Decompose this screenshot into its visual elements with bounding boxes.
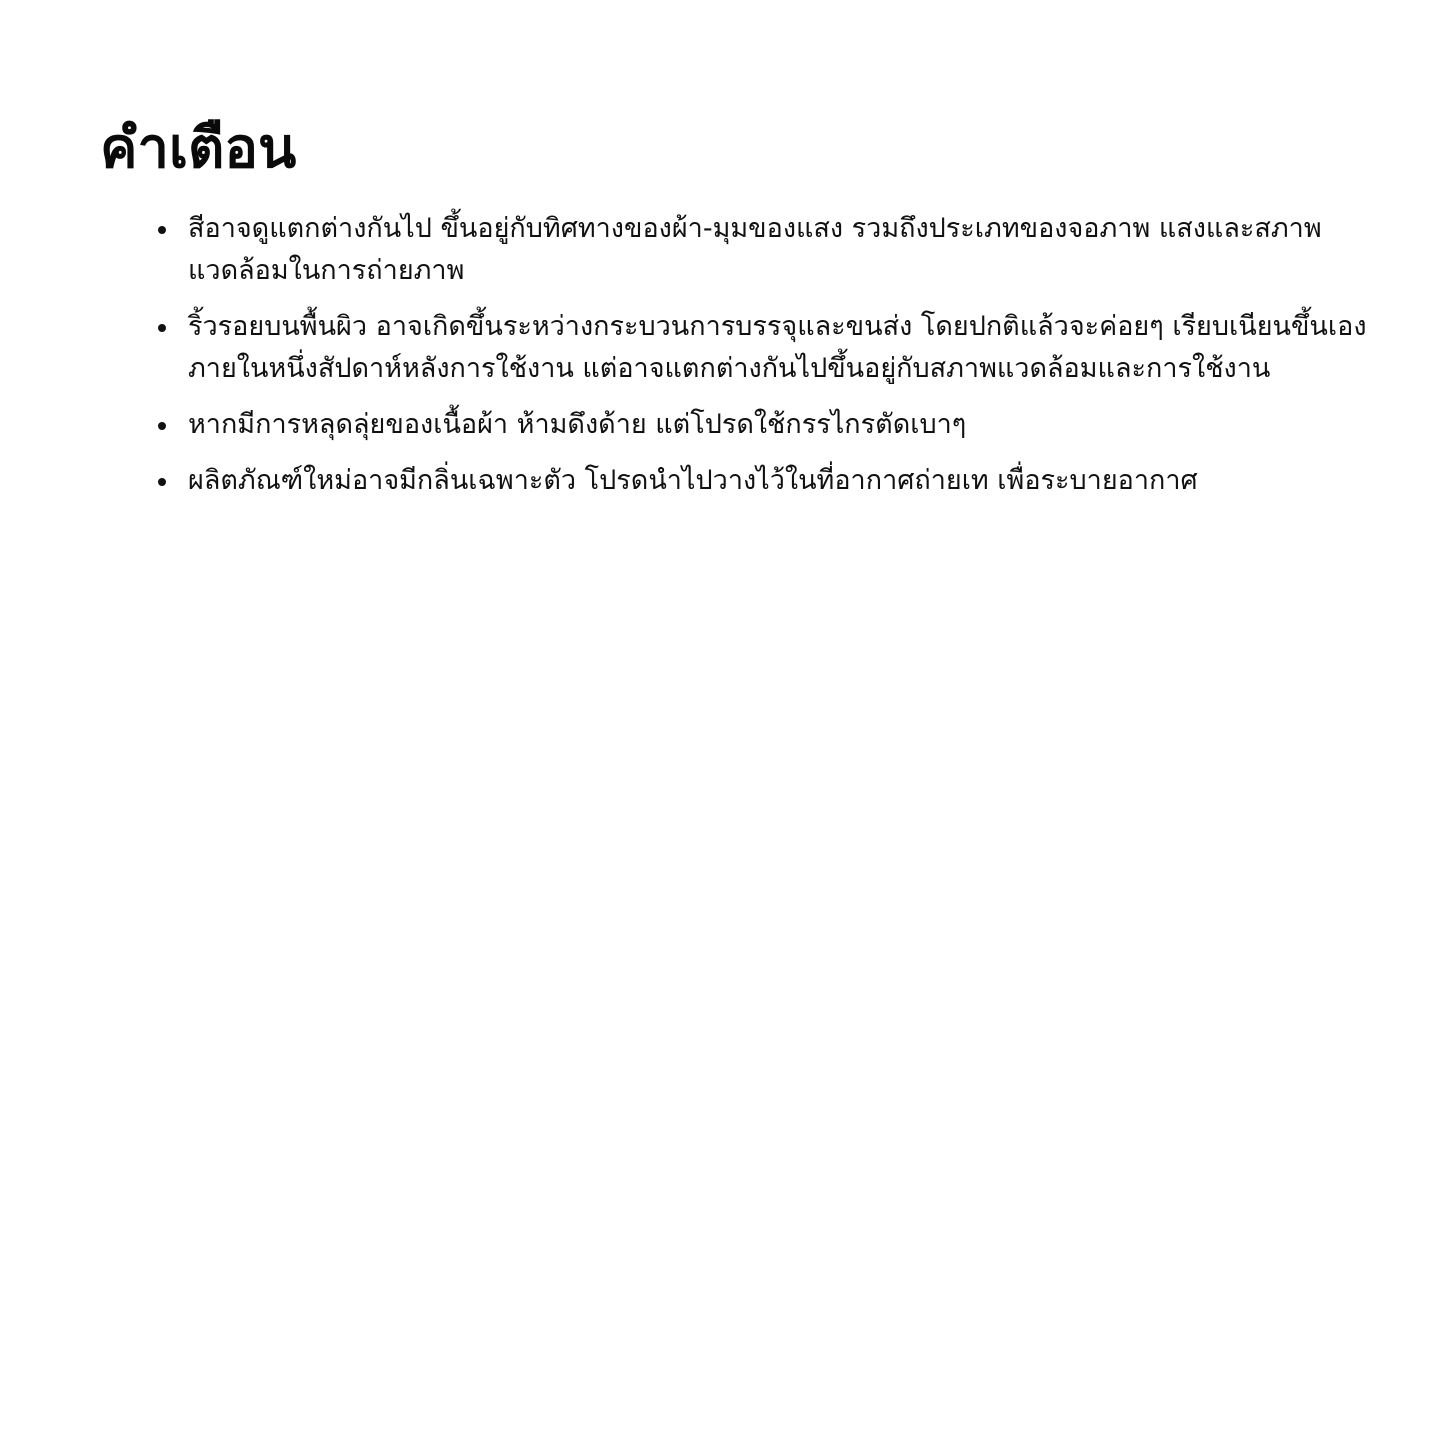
page-title: คำเตือน	[100, 116, 297, 181]
list-item	[188, 460, 1400, 502]
bullet-icon	[158, 478, 166, 486]
warning-list	[100, 208, 1400, 502]
warning-section	[100, 112, 1400, 516]
bullet-icon	[158, 324, 166, 332]
warning-text: ริ้วรอยบนพื้นผิว อาจเกิดขึ้นระหว่างกระบวนการบรรจุและขนส่ง โดยปกติแล้วจะค่อยๆ เรียบเนียนขึ้นเองภายในหนึ่งสัปดาห์หลังการใช้งาน แต่อาจแตกต่างกันไปขึ้นอยู่กับสภาพแวดล้อมและการใช้งาน	[188, 311, 1367, 384]
list-item	[188, 208, 1400, 292]
warning-text: หากมีการหลุดลุ่ยของเนื้อผ้า ห้ามดึงด้าย แต่โปรดใช้กรรไกรตัดเบาๆ	[188, 409, 967, 440]
list-item	[188, 404, 1400, 446]
warning-text: ผลิตภัณฑ์ใหม่อาจมีกลิ่นเฉพาะตัว โปรดนำไปวางไว้ในที่อากาศถ่ายเท เพื่อระบายอากาศ	[188, 465, 1198, 496]
list-item	[188, 306, 1400, 390]
warning-text: สีอาจดูแตกต่างกันไป ขึ้นอยู่กับทิศทางของผ้า-มุมของแสง รวมถึงประเภทของจอภาพ แสงและสภาพแวดล้อมในการถ่ายภาพ	[188, 213, 1322, 286]
bullet-icon	[158, 422, 166, 430]
bullet-icon	[158, 226, 166, 234]
